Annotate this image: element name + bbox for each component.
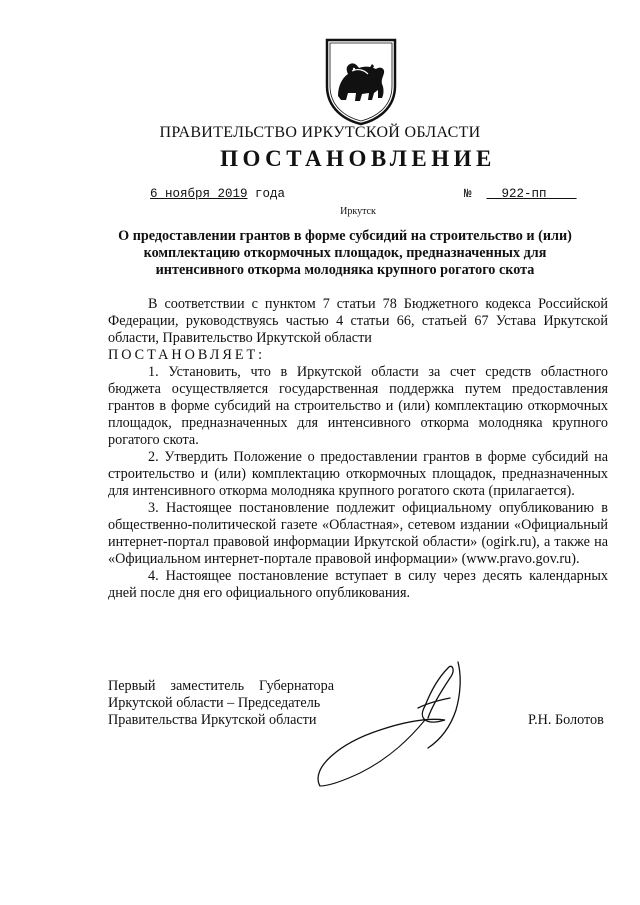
item-paragraph-4: 4. Настоящее постановление вступает в силу через десять календарных дней после дня его официального опубликования. <box>108 568 608 601</box>
document-subject <box>100 228 590 279</box>
item-paragraph-1: 1. Установить, что в Иркутской области за счет средств областного бюджета осуществляется государственная поддержка путем предоставления грантов в форме субсидий на строительство и (или) комплектацию откормочных площадок, предназначенных для интенсивного откорма молодняка крупного рогатого скота. <box>108 364 608 448</box>
subject-line: интенсивного откорма молодняка крупного рогатого скота <box>155 262 535 278</box>
signer-title-line: Правительства Иркутской области <box>108 712 317 728</box>
signer-title-line: Иркутской области – Председатель <box>108 695 321 711</box>
number-value: 922-пп <box>501 187 547 201</box>
subject-line: О предоставлении грантов в форме субсидий на строительство и (или) <box>118 228 572 244</box>
preamble-paragraph: В соответствии с пунктом 7 статьи 78 Бюджетного кодекса Российской Федерации, руководствуясь частью 4 статьи 66, статьей 67 Устава Иркутской области, Правительство Иркутской области <box>108 296 608 346</box>
city: Иркутск <box>340 206 376 217</box>
item-paragraph-3: 3. Настоящее постановление подлежит официальному опубликованию в общественно-политической газете «Областная», сетевом издании «Официальный интернет-портал правовой информации Иркутской области» (ogirk.ru), а также на «Официальном интернет-портале правовой информации» (www.pravo.gov.ru). <box>108 500 608 567</box>
date-value: 6 ноября 2019 <box>150 187 248 201</box>
document-body <box>108 296 608 602</box>
document-number <box>464 187 577 201</box>
signer-title-line: Первый заместитель Губернатора <box>108 678 334 694</box>
signer-name: Р.Н. Болотов <box>528 712 604 728</box>
resolves-heading: ПОСТАНОВЛЯЕТ: <box>108 347 266 363</box>
date-suffix: года <box>255 187 286 201</box>
item-paragraph-2: 2. Утвердить Положение о предоставлении грантов в форме субсидий на строительство и (или) комплектацию откормочных площадок, предназначенных для интенсивного откорма молодняка крупного рогатого скота (прилагается). <box>108 449 608 499</box>
number-label: № <box>464 187 472 201</box>
handwritten-signature <box>300 648 500 793</box>
document-type: ПОСТАНОВЛЕНИЕ <box>220 146 496 171</box>
document-date <box>150 187 285 201</box>
coat-of-arms-emblem <box>324 38 398 126</box>
subject-line: комплектацию откормочных площадок, предназначенных для <box>143 245 547 261</box>
issuing-authority: ПРАВИТЕЛЬСТВО ИРКУТСКОЙ ОБЛАСТИ <box>159 124 481 141</box>
